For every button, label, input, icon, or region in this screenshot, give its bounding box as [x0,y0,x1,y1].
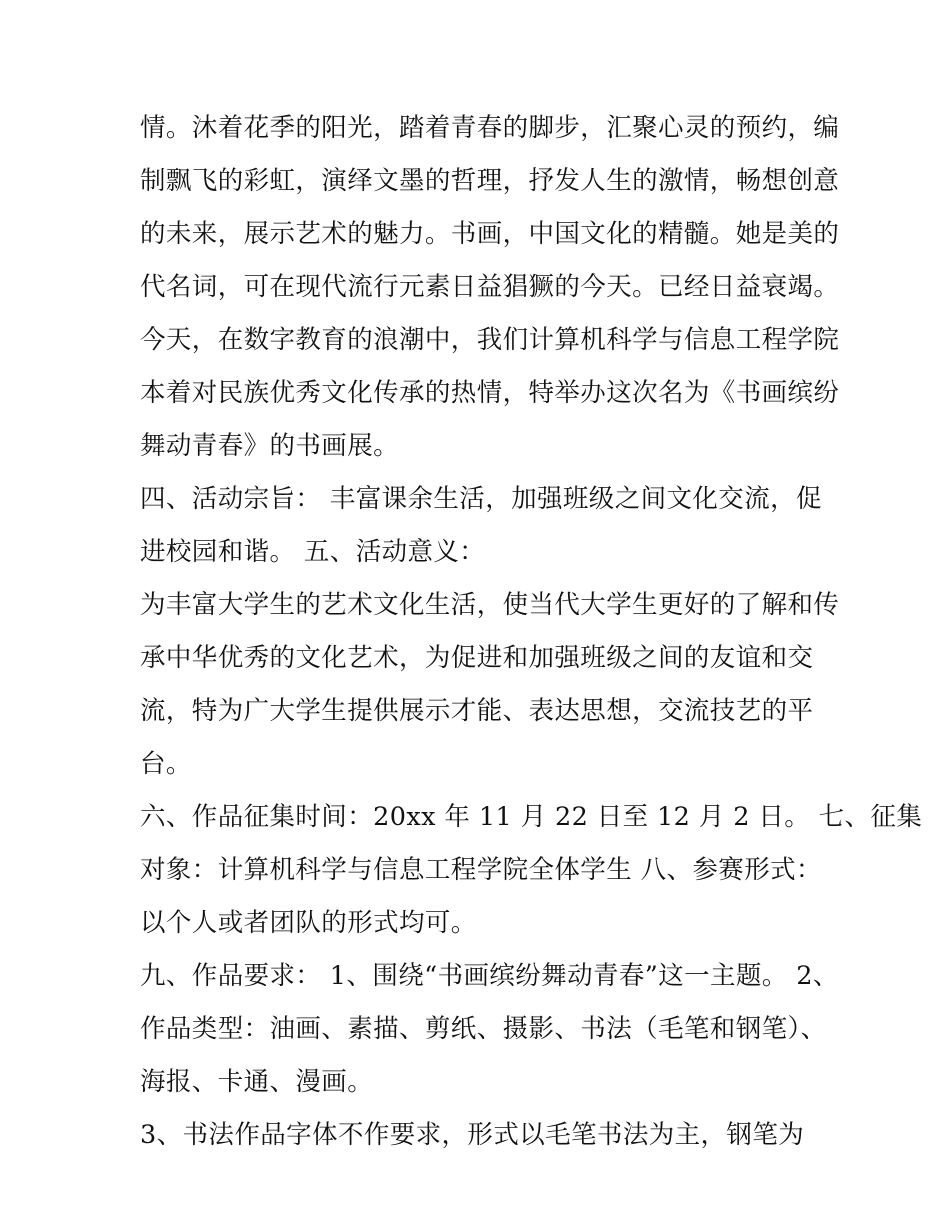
text-line: 情。沐着花季的阳光，踏着青春的脚步，汇聚心灵的预约，编 [140,113,840,143]
text-line: 舞动青春》的书画展。 [140,431,400,461]
text-line: 为丰富大学生的艺术文化生活，使当代大学生更好的了解和传 [140,590,840,620]
text-line: 代名词，可在现代流行元素日益猖獗的今天。已经日益衰竭。 [140,272,840,302]
text-line: 今天，在数字教育的浪潮中，我们计算机科学与信息工程学院 [140,325,840,355]
text-line: 六、作品征集时间：20xx 年 11 月 22 日至 12 月 2 日。 七、征集 [140,802,923,832]
text-line: 进校园和谐。 五、活动意义： [140,537,486,567]
text-line: 的未来，展示艺术的魅力。书画，中国文化的精髓。她是美的 [140,219,840,249]
text-line: 海报、卡通、漫画。 [140,1067,374,1097]
text-line: 台。 [140,749,192,779]
text-line: 四、活动宗旨： 丰富课余生活，加强班级之间文化交流，促 [140,484,822,514]
text-line: 以个人或者团队的形式均可。 [140,908,477,938]
text-line: 作品类型：油画、素描、剪纸、摄影、书法（毛笔和钢笔）、 [140,1014,827,1044]
text-line: 承中华优秀的文化艺术，为促进和加强班级之间的友谊和交 [140,643,814,673]
text-line: 3、书法作品字体不作要求，形式以毛笔书法为主，钢笔为 [140,1120,805,1150]
text-line: 对象：计算机科学与信息工程学院全体学生 八、参赛形式： [140,855,822,885]
text-line: 制飘飞的彩虹，演绎文墨的哲理，抒发人生的激情，畅想创意 [140,166,840,196]
text-line: 九、作品要求： 1、围绕“书画缤纷舞动青春”这一主题。 2、 [140,961,839,991]
text-line: 流，特为广大学生提供展示才能、表达思想，交流技艺的平 [140,696,814,726]
text-line: 本着对民族优秀文化传承的热情，特举办这次名为《书画缤纷 [140,378,840,408]
